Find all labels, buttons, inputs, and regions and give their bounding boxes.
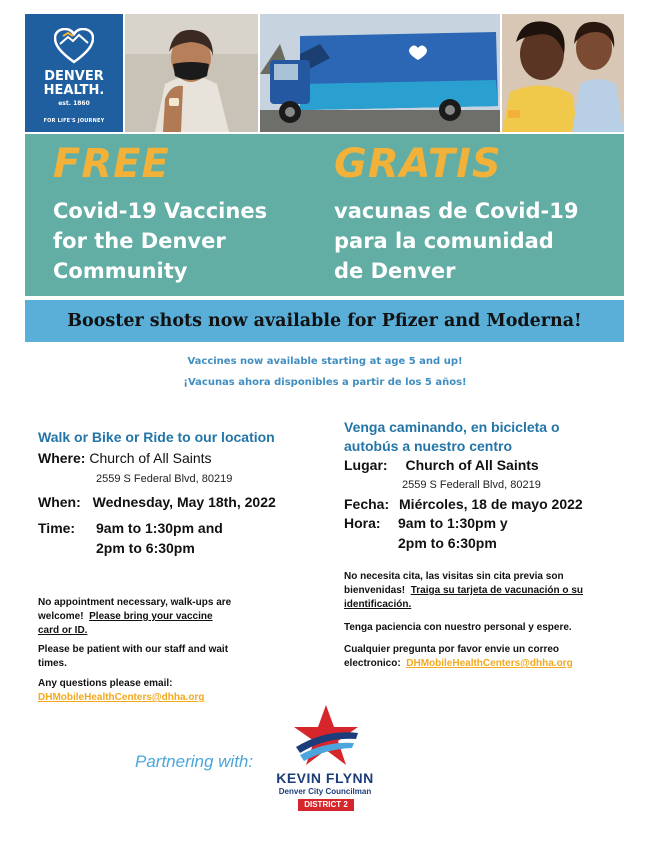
english-email-link[interactable]: DHMobileHealthCenters@dhha.org bbox=[38, 692, 205, 703]
free-heading: FREE bbox=[53, 141, 170, 187]
english-when: When: Wednesday, May 18th, 2022 bbox=[38, 494, 276, 510]
english-note-patience: Please be patient with our staff and wait times. bbox=[38, 644, 229, 669]
mobile-health-center-bus-photo bbox=[260, 14, 500, 132]
spanish-note-questions: Cualquier pregunta por favor envie un correo electronico: DHMobileHealthCenters@dhha.org bbox=[344, 644, 573, 669]
denver-health-logo bbox=[25, 14, 123, 132]
gratis-heading: GRATIS bbox=[334, 141, 502, 187]
spanish-time-line2: 2pm to 6:30pm bbox=[398, 535, 497, 551]
partnering-label: Partnering with: bbox=[135, 752, 254, 771]
logo-est: est. 1860 bbox=[58, 100, 90, 107]
spanish-note-patience: Tenga paciencia con nuestro personal y espere. bbox=[344, 622, 572, 633]
spanish-email-link[interactable]: DHMobileHealthCenters@dhha.org bbox=[406, 658, 573, 669]
spanish-time-label: Hora: bbox=[344, 515, 381, 531]
heart-mountain-icon bbox=[54, 28, 94, 64]
spanish-when: Fecha: Miércoles, 18 de mayo 2022 bbox=[344, 496, 583, 512]
star-icon bbox=[292, 703, 360, 769]
partner-name: KEVIN FLYNN bbox=[276, 770, 374, 786]
english-note-appointment: No appointment necessary, walk-ups are welcome! Please bring your vaccine card or ID. bbox=[38, 597, 232, 636]
english-note-questions: Any questions please email: DHMobileHealthCenters@dhha.org bbox=[38, 677, 298, 705]
english-address: 2559 S Federal Blvd, 80219 bbox=[96, 473, 233, 485]
logo-name: DENVER HEALTH. bbox=[43, 69, 105, 98]
english-where: Where: Church of All Saints bbox=[38, 450, 212, 466]
vaccinated-woman-photo bbox=[125, 14, 258, 132]
spanish-where: Lugar: Church of All Saints bbox=[344, 457, 539, 473]
english-time-line2: 2pm to 6:30pm bbox=[96, 540, 195, 556]
mother-and-child-photo bbox=[502, 14, 624, 132]
availability-spanish: ¡Vacunas ahora disponibles a partir de los 5 años! bbox=[183, 377, 467, 388]
banner-english-text: Covid-19 Vaccines for the Denver Community bbox=[53, 199, 268, 283]
english-time-line1: 9am to 1:30pm and bbox=[96, 520, 223, 536]
english-heading: Walk or Bike or Ride to our location bbox=[38, 429, 275, 445]
booster-announcement: Booster shots now available for Pfizer and Moderna! bbox=[25, 300, 624, 342]
spanish-address: 2559 S Federall Blvd, 80219 bbox=[402, 479, 541, 491]
spanish-heading: Venga caminando, en bicicleta o autobús a nuestro centro bbox=[344, 419, 560, 454]
spanish-note-appointment: No necesita cita, las visitas sin cita previa son bienvenidas! Traiga su tarjeta de vacunación o su identificación. bbox=[344, 571, 583, 610]
english-time-label: Time: bbox=[38, 520, 76, 536]
free-vaccines-banner bbox=[25, 134, 624, 296]
partner-title: Denver City Councilman bbox=[278, 787, 372, 796]
logo-tagline: FOR LIFE'S JOURNEY bbox=[43, 118, 105, 124]
banner-spanish-text: vacunas de Covid-19 para la comunidad de Denver bbox=[334, 199, 579, 283]
partner-district-badge: DISTRICT 2 bbox=[298, 799, 354, 811]
availability-english: Vaccines now available starting at age 5 and up! bbox=[187, 356, 463, 367]
spanish-time-line1: 9am to 1:30pm y bbox=[398, 515, 508, 531]
